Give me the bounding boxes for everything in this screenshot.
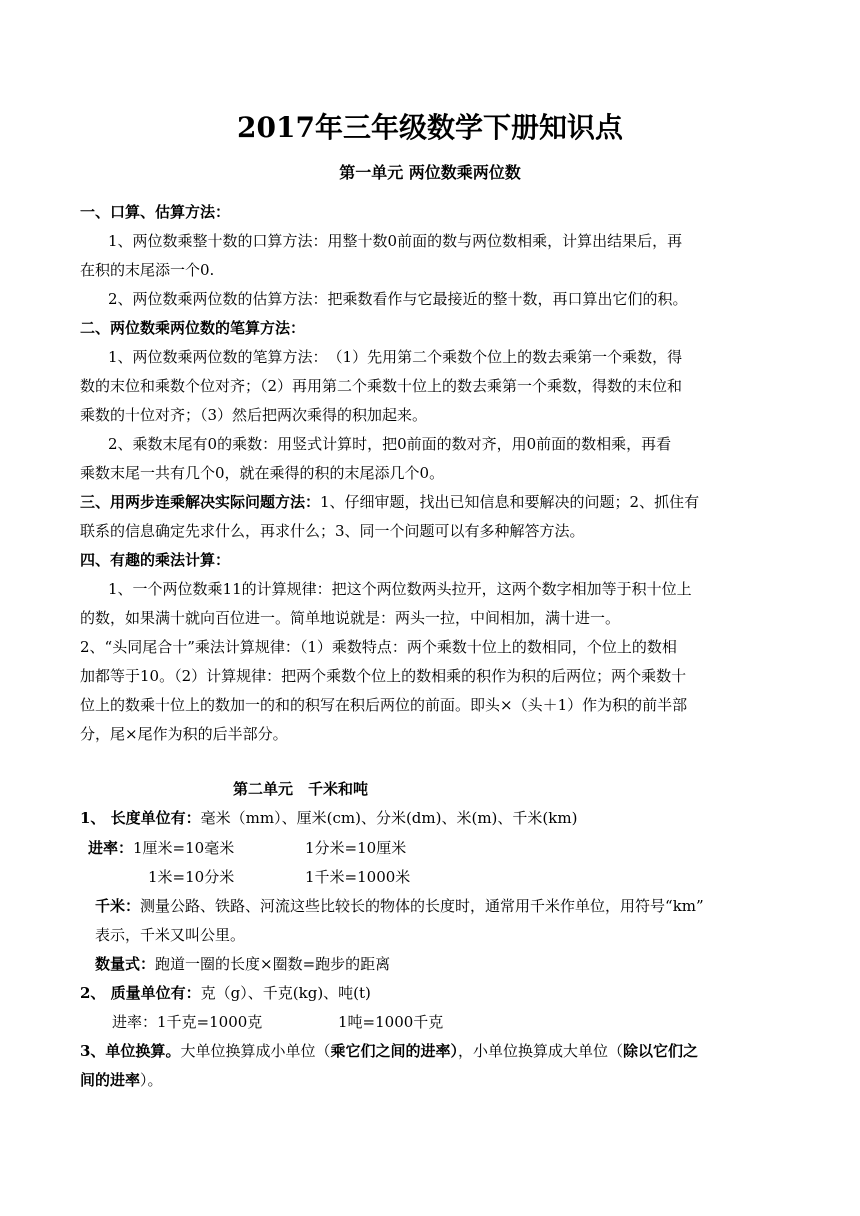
- s4-p2-line1: 2、“头同尾合十”乘法计算规律：（1）乘数特点：两个乘数十位上的数相同，个位上的数相: [80, 638, 677, 656]
- conversion-label: 3、单位换算。: [80, 1042, 181, 1060]
- s2-p1-line1: 1、两位数乘两位数的笔算方法： （1）先用第二个乘数个位上的数去乘第一个乘数，得: [108, 348, 683, 366]
- s1-p1-line2: 在积的末尾添一个0.: [80, 261, 215, 279]
- conversion-bold2: 除以它们之: [623, 1042, 699, 1060]
- document-title: 2017年三年级数学下册知识点: [237, 111, 623, 144]
- s3-line1: [80, 492, 699, 512]
- unit1-heading: 第一单元 两位数乘两位数: [339, 163, 521, 182]
- rate-line1: [88, 838, 234, 858]
- formula-line: [95, 954, 390, 974]
- s4-p2-line3: 位上的数乘十位上的数加一的和的积写在积后两位的前面。即头×（头＋1）作为积的前半部: [80, 696, 688, 714]
- conversion-text3: ）。: [140, 1071, 163, 1089]
- s2-p1-line3: 乘数的十位对齐；（3）然后把两次乘得的积加起来。: [80, 406, 428, 424]
- rate-c: 1米=10分米: [148, 868, 235, 886]
- s4-p1-line2: 的数，如果满十就向百位进一。简单地说就是：两头一拉，中间相加，满十进一。: [80, 609, 621, 627]
- mass-units-label: 2、 质量单位有：: [80, 984, 201, 1002]
- conversion-line1: [80, 1041, 698, 1061]
- km-label: 千米：: [95, 897, 141, 915]
- km-line1: [95, 896, 704, 916]
- s2-p2-line1: 2、乘数末尾有0的乘数：用竖式计算时，把0前面的数对齐，用0前面的数相乘，再看: [108, 435, 672, 453]
- rate-label: 进率：: [88, 839, 134, 857]
- section3-title: 三、用两步连乘解决实际问题方法：: [80, 493, 321, 511]
- length-units-line: [80, 808, 577, 828]
- section1-title: 一、口算、估算方法：: [80, 203, 231, 221]
- s4-p2-line4: 分，尾×尾作为积的后半部分。: [80, 725, 288, 743]
- mass-rate-b: 1吨=1000千克: [338, 1013, 444, 1031]
- s4-p1-line1: 1、一个两位数乘11的计算规律：把这个两位数两头拉开，这两个数字相加等于积十位上: [108, 580, 692, 598]
- rate-d: 1千米=1000米: [305, 868, 411, 886]
- formula-text: 跑道一圈的长度×圈数=跑步的距离: [155, 955, 391, 973]
- mass-units-line: [80, 983, 371, 1003]
- s4-p2-line2: 加都等于10。（2）计算规律：把两个乘数个位上的数相乘的积作为积的后两位；两个乘数十: [80, 667, 687, 685]
- km-line2: 表示，千米又叫公里。: [95, 926, 246, 944]
- s2-p2-line2: 乘数末尾一共有几个0，就在乘得的积的末尾添几个0。: [80, 464, 445, 482]
- conversion-line2: [80, 1070, 163, 1090]
- rate-a: 1厘米=10毫米: [133, 839, 235, 857]
- s3-line1-text: 1、仔细审题，找出已知信息和要解决的问题；2、抓住有: [320, 493, 700, 511]
- s1-p1-line1: 1、两位数乘整十数的口算方法：用整十数0前面的数与两位数相乘，计算出结果后，再: [108, 232, 683, 250]
- unit2-heading: 第二单元 千米和吨: [233, 780, 369, 798]
- km-text: 测量公路、铁路、河流这些比较长的物体的长度时，通常用千米作单位，用符号“km”: [140, 897, 704, 915]
- section4-title: 四、有趣的乘法计算：: [80, 551, 231, 569]
- conversion-bold1: 乘它们之间的进率）: [330, 1042, 458, 1060]
- mass-units-text: 克（g）、千克(kg)、吨(t): [200, 984, 371, 1002]
- length-units-text: 毫米（mm）、厘米(cm)、分米(dm)、米(m)、千米(km): [200, 809, 578, 827]
- s2-p1-line2: 数的末位和乘数个位对齐；（2）再用第二个乘数十位上的数去乘第一个乘数，得数的末位和: [80, 377, 683, 395]
- section2-title: 二、两位数乘两位数的笔算方法：: [80, 319, 306, 337]
- conversion-text2: ，小单位换算成大单位（: [457, 1042, 623, 1060]
- conversion-bold2-cont: 间的进率: [80, 1071, 141, 1089]
- length-units-label: 1、 长度单位有：: [80, 809, 201, 827]
- mass-rate-a: 进率：1千克=1000克: [112, 1013, 263, 1031]
- formula-label: 数量式：: [95, 955, 156, 973]
- s1-p2: 2、两位数乘两位数的估算方法：把乘数看作与它最接近的整十数，再口算出它们的积。: [108, 290, 688, 308]
- s3-line2: 联系的信息确定先求什么，再求什么；3、同一个问题可以有多种解答方法。: [80, 522, 585, 540]
- conversion-text1: 大单位换算成小单位（: [180, 1042, 331, 1060]
- rate-b: 1分米=10厘米: [305, 839, 407, 857]
